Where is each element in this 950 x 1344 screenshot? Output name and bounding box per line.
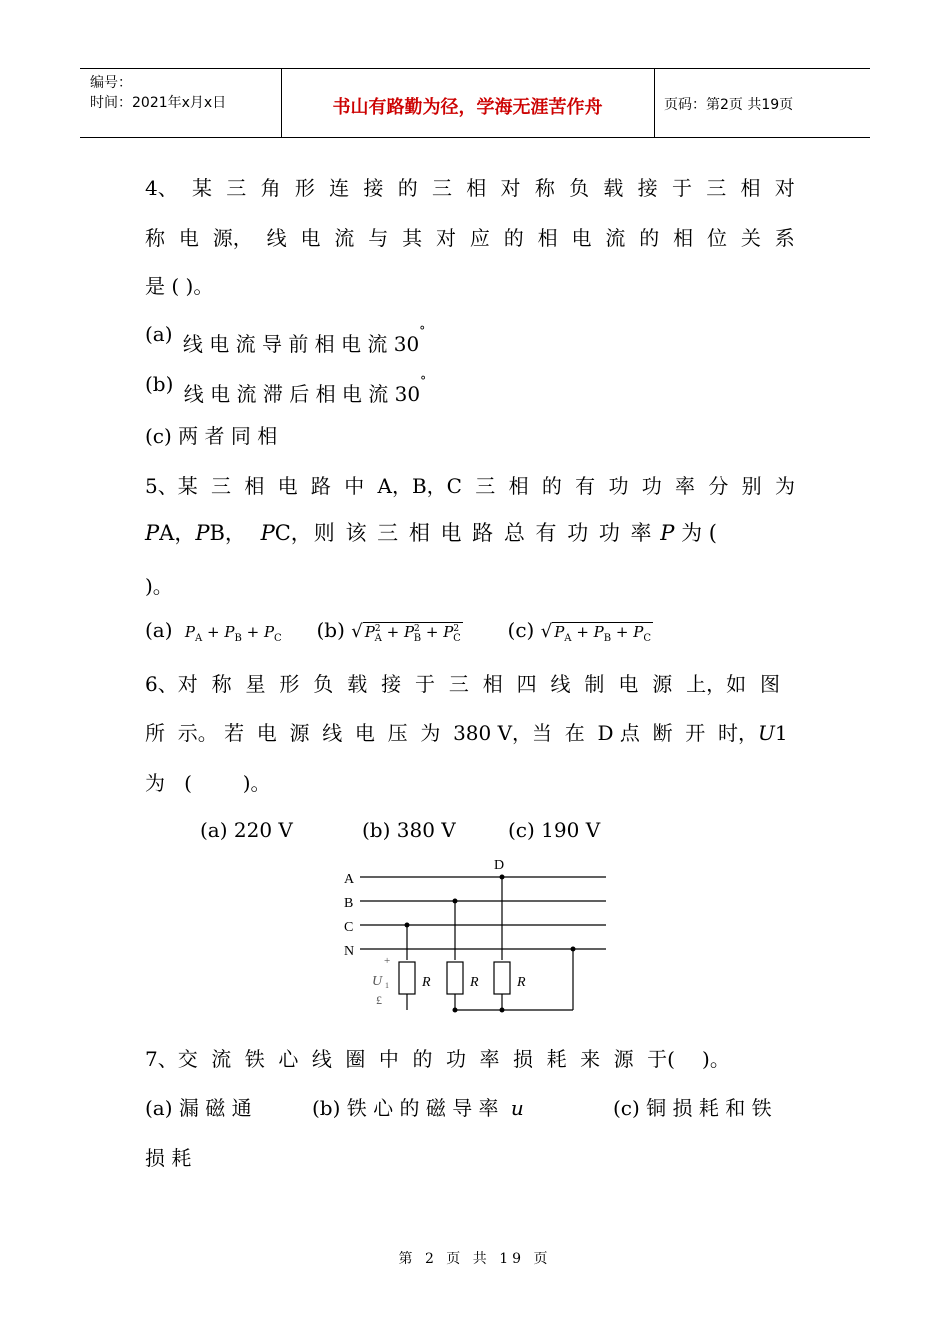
q7-char: 的	[412, 1047, 433, 1071]
degree-symbol: °	[420, 374, 427, 388]
resistor-2	[447, 962, 463, 994]
option-label: (a)	[145, 618, 173, 642]
symbol-u: u	[510, 1096, 524, 1120]
q6-line2	[145, 717, 788, 746]
r3-label: R	[517, 975, 526, 990]
q7-char: 圈	[345, 1047, 366, 1071]
q5-char: 为	[774, 474, 795, 498]
page-header	[80, 68, 870, 138]
q6-char: 三	[448, 672, 469, 696]
q7-char: 7、交	[145, 1047, 198, 1071]
q7-char: )。	[702, 1047, 730, 1071]
q5-options	[145, 618, 653, 642]
number-label: 编号：	[90, 75, 132, 91]
q6-char: 称	[211, 672, 232, 696]
q4-char: 其	[402, 226, 423, 250]
q4-char: 流	[605, 226, 626, 250]
q4-char: 的	[503, 226, 524, 250]
q4-char: 电	[300, 226, 321, 250]
q4-char: 源，	[212, 226, 253, 250]
q6-char: 上，如	[686, 672, 747, 696]
label-d: D	[494, 858, 505, 873]
subscript: C	[274, 521, 291, 545]
q7-option-a: (a) 漏 磁 通	[145, 1096, 252, 1120]
resistor-1	[399, 962, 415, 994]
q5-line1	[145, 470, 795, 499]
q4-char: 称	[534, 176, 555, 200]
q5-line3: )。	[145, 574, 173, 598]
page-info: 页码：第2页 共19页	[664, 97, 794, 113]
q5-char: 三	[475, 474, 496, 498]
symbol-p: P	[145, 521, 160, 545]
formula-b: √ $P^2_A + P^2_B + P^2_C$	[351, 621, 461, 644]
option-label: (c)	[507, 618, 535, 642]
q7-char: 流	[211, 1047, 232, 1071]
q4-option-a	[145, 318, 426, 356]
q6-char: 接	[381, 672, 402, 696]
minus-sign: £	[376, 993, 382, 1007]
q7-char: 心	[278, 1047, 299, 1071]
q6-char: 载	[347, 672, 368, 696]
plus-sign: +	[384, 955, 391, 967]
subscript: A	[159, 521, 175, 545]
q5-char: 别	[741, 474, 762, 498]
q4-char: 的	[397, 176, 418, 200]
q6-char: 负	[313, 672, 334, 696]
u1-sub: 1	[385, 981, 389, 990]
q5-char: 的	[541, 474, 562, 498]
degree-symbol: °	[419, 324, 426, 338]
circuit-diagram	[330, 850, 620, 1020]
q4-char: 线	[266, 226, 287, 250]
option-text: 线 电 流 导 前 相 电 流 30	[182, 332, 420, 356]
q5-char: 功	[641, 474, 662, 498]
q5-char: 路	[310, 474, 331, 498]
q7-char: 功	[445, 1047, 466, 1071]
q4-char: 某	[192, 176, 213, 200]
option-label: (b)	[316, 618, 345, 642]
q6-char: 相	[482, 672, 503, 696]
q4-char: 电	[178, 226, 199, 250]
q4-char: 接	[363, 176, 384, 200]
q7-char: 中	[378, 1047, 399, 1071]
q5-char: 5、某	[145, 474, 198, 498]
q5-char: 中	[344, 474, 365, 498]
q4-option-b	[145, 368, 427, 406]
text: ，则 该 三 相 电 路 总 有 功 功 率	[290, 521, 654, 545]
option-label: (a)	[145, 322, 173, 346]
q6-char: 6、对	[145, 672, 198, 696]
q7-char: 线	[311, 1047, 332, 1071]
q4-char: 应	[469, 226, 490, 250]
q7-option-c: (c) 铜 损 耗 和 铁	[613, 1096, 772, 1120]
q4-char: 连	[329, 176, 350, 200]
q4-char: 角	[260, 176, 281, 200]
q5-char: 率	[675, 474, 696, 498]
q6-option-c: (c) 190 V	[508, 818, 601, 842]
q4-char: 称	[145, 226, 165, 250]
q6-char: 四	[516, 672, 537, 696]
formula-c: √ $P_A + P_B + P_C$	[540, 621, 652, 644]
q4-char: 负	[569, 176, 590, 200]
q6-char: 于	[414, 672, 435, 696]
formula-a: $P_A + P_B + P_C$	[184, 623, 282, 644]
q4-char: 系	[774, 226, 795, 250]
q4-char: 的	[639, 226, 660, 250]
q4-char: 形	[294, 176, 315, 200]
q4-char: 电	[571, 226, 592, 250]
r2-label: R	[470, 975, 479, 990]
q6-char: 制	[584, 672, 605, 696]
q4-char: 与	[368, 226, 389, 250]
q6-char: 图	[759, 672, 780, 696]
u1-label: U	[372, 974, 383, 989]
q6-char: 形	[279, 672, 300, 696]
q4-line2	[145, 222, 795, 251]
q4-char: 接	[637, 176, 658, 200]
subscript: 1	[774, 721, 788, 745]
label-n: N	[344, 944, 355, 959]
q4-char: 对	[436, 226, 456, 250]
r1-label: R	[422, 975, 431, 990]
q6-char: 电	[618, 672, 639, 696]
q6-line3: 为 ( )。	[145, 771, 271, 795]
label-a: A	[344, 872, 355, 887]
q7-char: 来	[580, 1047, 601, 1071]
q6-option-a: (a) 220 V	[200, 818, 293, 842]
resistor-3	[494, 962, 510, 994]
q7-char: 损	[513, 1047, 534, 1071]
q5-char: 功	[608, 474, 629, 498]
q4-char: 载	[603, 176, 624, 200]
q7-char: 耗	[546, 1047, 567, 1071]
q4-char: 相	[537, 226, 558, 250]
q7-option-b	[312, 1092, 524, 1121]
symbol-u: U	[758, 721, 775, 745]
q4-char: 4、	[145, 176, 178, 200]
text: 所 示。 若 电 源 线 电 压 为 380 V，当 在 D 点 断 开 时，	[145, 721, 759, 745]
q5-char: 相	[244, 474, 265, 498]
q4-char: 相	[673, 226, 694, 250]
q7-char: 率	[479, 1047, 500, 1071]
header-left	[90, 73, 226, 113]
q5-char: 有	[575, 474, 596, 498]
time-label: 时间：2021年x月x日	[90, 95, 227, 111]
q5-char: 分	[708, 474, 729, 498]
symbol-p: P	[195, 521, 210, 545]
q4-line3: 是 ( )。	[145, 274, 214, 298]
header-divider	[654, 69, 655, 137]
q4-char: 相	[466, 176, 487, 200]
label-b: B	[344, 896, 354, 911]
q6-char: 星	[245, 672, 266, 696]
option-text: 线 电 流 滞 后 相 电 流 30	[183, 382, 421, 406]
q4-char: 相	[740, 176, 761, 200]
q4-char: 位	[707, 226, 727, 250]
q4-line1	[145, 172, 795, 201]
q4-char: 三	[226, 176, 247, 200]
q7-char: 于(	[647, 1047, 675, 1071]
motto: 书山有路勤为径，学海无涯苦作舟	[332, 97, 603, 118]
q4-char: 对	[500, 176, 521, 200]
label-c: C	[344, 920, 354, 935]
q4-option-c: (c) 两 者 同 相	[145, 424, 278, 448]
q6-option-b: (b) 380 V	[362, 818, 456, 842]
text: (b) 铁 心 的 磁 导 率	[312, 1096, 499, 1120]
q7-line3: 损 耗	[145, 1146, 192, 1170]
symbol-p: P	[660, 521, 675, 545]
q4-char: 于	[671, 176, 692, 200]
option-label: (b)	[145, 372, 174, 396]
q6-char: 源	[652, 672, 673, 696]
q6-line1	[145, 668, 780, 697]
q5-char: A，B，C	[377, 474, 462, 498]
q5-char: 三	[211, 474, 232, 498]
q5-char: 相	[508, 474, 529, 498]
q7-char: 源	[613, 1047, 634, 1071]
q4-char: 对	[774, 176, 795, 200]
subscript: B	[209, 521, 225, 545]
q7-char: 铁	[244, 1047, 265, 1071]
q4-char: 关	[740, 226, 761, 250]
q6-char: 线	[550, 672, 571, 696]
q4-char: 三	[431, 176, 452, 200]
page-footer: 第 2 页 共 19 页	[398, 1251, 552, 1267]
q4-char: 三	[706, 176, 727, 200]
q4-char: 流	[334, 226, 355, 250]
q5-line2: PA，PB， PC，则 该 三 相 电 路 总 有 功 功 率 P 为 (	[145, 521, 717, 545]
q7-line1	[145, 1043, 730, 1072]
text: 为 (	[681, 521, 717, 545]
symbol-p: P	[260, 521, 275, 545]
q5-char: 电	[277, 474, 298, 498]
